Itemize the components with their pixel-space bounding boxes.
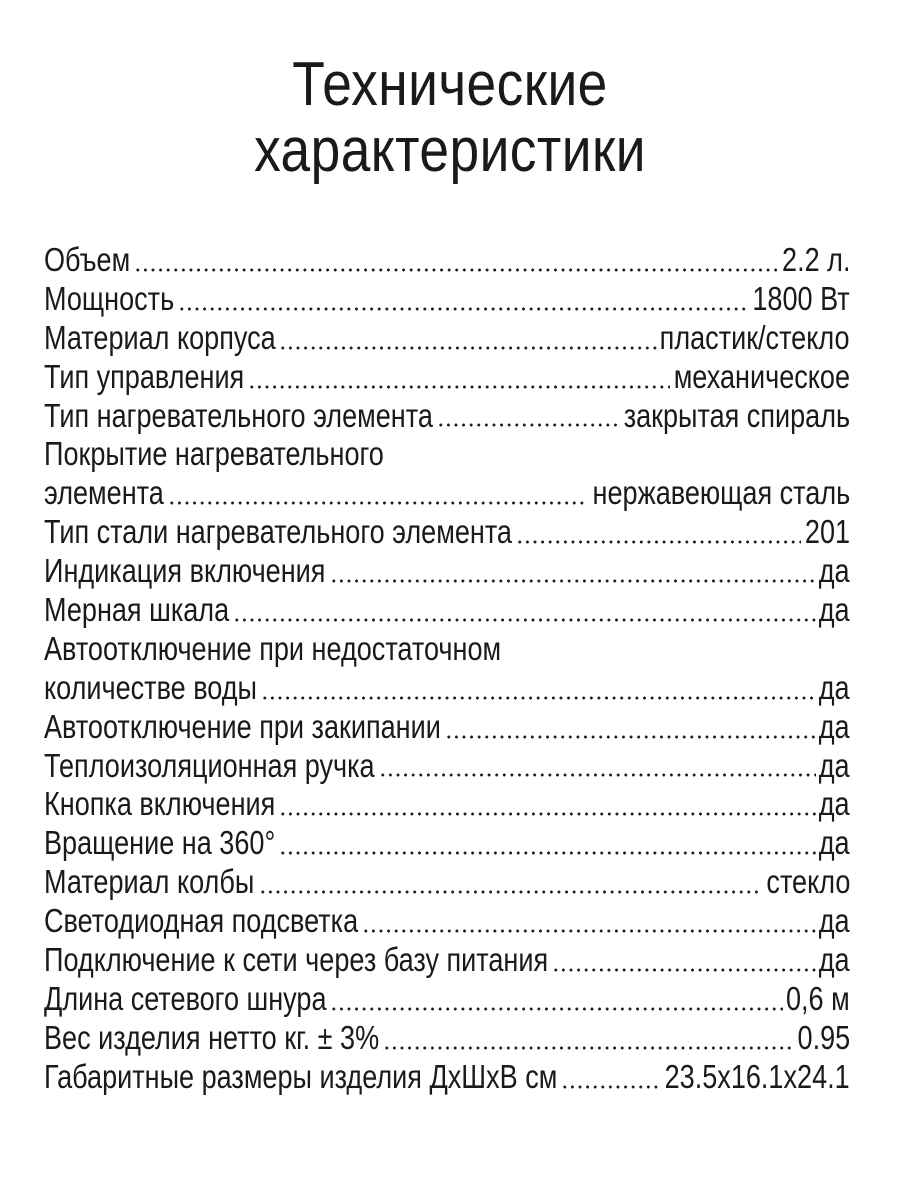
- dot-leader: [561, 1085, 661, 1089]
- spec-value: 2.2 л.: [781, 240, 850, 278]
- spec-value: 1800 Вт: [752, 279, 850, 317]
- spec-value: да: [819, 785, 850, 823]
- spec-row: [44, 474, 850, 513]
- page-title-line-1: Технические: [292, 50, 608, 119]
- dot-leader: [233, 618, 816, 622]
- page-title-line-2: характеристики: [254, 116, 646, 185]
- spec-value: 0.95: [797, 1018, 850, 1056]
- dot-leader: [552, 968, 816, 972]
- dot-leader: [259, 890, 762, 894]
- spec-row: [44, 435, 850, 474]
- spec-label: Мощность: [44, 279, 175, 317]
- spec-label: Материал колбы: [44, 863, 255, 901]
- spec-row: [44, 552, 850, 591]
- spec-row: [44, 241, 850, 280]
- dot-leader: [134, 268, 777, 272]
- spec-label: Тип управления: [44, 357, 245, 395]
- dot-leader: [279, 812, 815, 816]
- dot-leader: [261, 696, 816, 700]
- spec-row: [44, 708, 850, 747]
- dot-leader: [445, 735, 816, 739]
- spec-value: 201: [804, 513, 850, 551]
- spec-value: 0,6 м: [786, 979, 850, 1017]
- dot-leader: [330, 579, 816, 583]
- spec-row: [44, 1019, 850, 1058]
- spec-value: да: [819, 941, 850, 979]
- spec-label: Объем: [44, 240, 131, 278]
- spec-label: Автоотключение при недостаточном: [44, 629, 502, 667]
- dot-leader: [516, 540, 801, 544]
- dot-leader: [362, 929, 815, 933]
- spec-label: Теплоизоляционная ручка: [44, 746, 375, 784]
- spec-row: [44, 319, 850, 358]
- spec-label: Кнопка включения: [44, 785, 276, 823]
- dot-leader: [383, 1046, 793, 1050]
- dot-leader: [248, 385, 669, 389]
- spec-value: нержавеющая сталь: [592, 474, 850, 512]
- spec-value: да: [819, 668, 850, 706]
- spec-value: да: [819, 591, 850, 628]
- dot-leader: [437, 423, 619, 427]
- spec-value: да: [819, 707, 850, 745]
- spec-value: стекло: [766, 863, 850, 901]
- dot-leader: [330, 1007, 782, 1011]
- spec-label: элемента: [44, 474, 164, 512]
- spec-value: механическое: [673, 357, 850, 395]
- spec-row: [44, 669, 850, 708]
- spec-label: Вес изделия нетто кг. ± 3%: [44, 1018, 380, 1056]
- spec-row: [44, 941, 850, 980]
- spec-row: [44, 785, 850, 824]
- spec-label: Тип нагревательного элемента: [44, 396, 433, 434]
- spec-value: да: [819, 824, 850, 862]
- spec-row: [44, 747, 850, 786]
- spec-row: [44, 513, 850, 552]
- spec-row: [44, 358, 850, 397]
- spec-label: Тип стали нагревательного элемента: [44, 513, 512, 551]
- spec-row: [44, 902, 850, 941]
- spec-label: Вращение на 360°: [44, 824, 276, 862]
- spec-value: да: [819, 902, 850, 940]
- spec-label: Покрытие нагревательного: [44, 435, 384, 473]
- spec-row: [44, 824, 850, 863]
- spec-label: Габаритные размеры изделия ДхШхВ см: [44, 1057, 558, 1095]
- spec-value: да: [819, 746, 850, 784]
- dot-leader: [178, 307, 749, 311]
- spec-row: [44, 1058, 850, 1097]
- spec-label: Мерная шкала: [44, 591, 230, 628]
- spec-row: [44, 397, 850, 436]
- spec-value: пластик/стекло: [660, 318, 850, 356]
- spec-label: Подключение к сети через базу питания: [44, 941, 549, 979]
- spec-row: [44, 980, 850, 1019]
- spec-label: Длина сетевого шнура: [44, 979, 327, 1017]
- page-title: [63, 52, 837, 184]
- dot-leader: [168, 501, 588, 505]
- spec-value: да: [819, 552, 850, 590]
- spec-row: [44, 863, 850, 902]
- spec-label: количестве воды: [44, 668, 257, 706]
- spec-row: [44, 630, 850, 669]
- specs-list: [44, 241, 850, 1097]
- spec-label: Автоотключение при закипании: [44, 707, 441, 745]
- spec-value: закрытая спираль: [623, 396, 850, 434]
- spec-label: Светодиодная подсветка: [44, 902, 359, 940]
- spec-label: Индикация включения: [44, 552, 326, 590]
- spec-row: [44, 591, 850, 630]
- spec-value: 23.5x16.1x24.1: [664, 1057, 850, 1095]
- dot-leader: [279, 851, 815, 855]
- dot-leader: [279, 346, 656, 350]
- spec-row: [44, 280, 850, 319]
- dot-leader: [379, 773, 816, 777]
- spec-label: Материал корпуса: [44, 318, 276, 356]
